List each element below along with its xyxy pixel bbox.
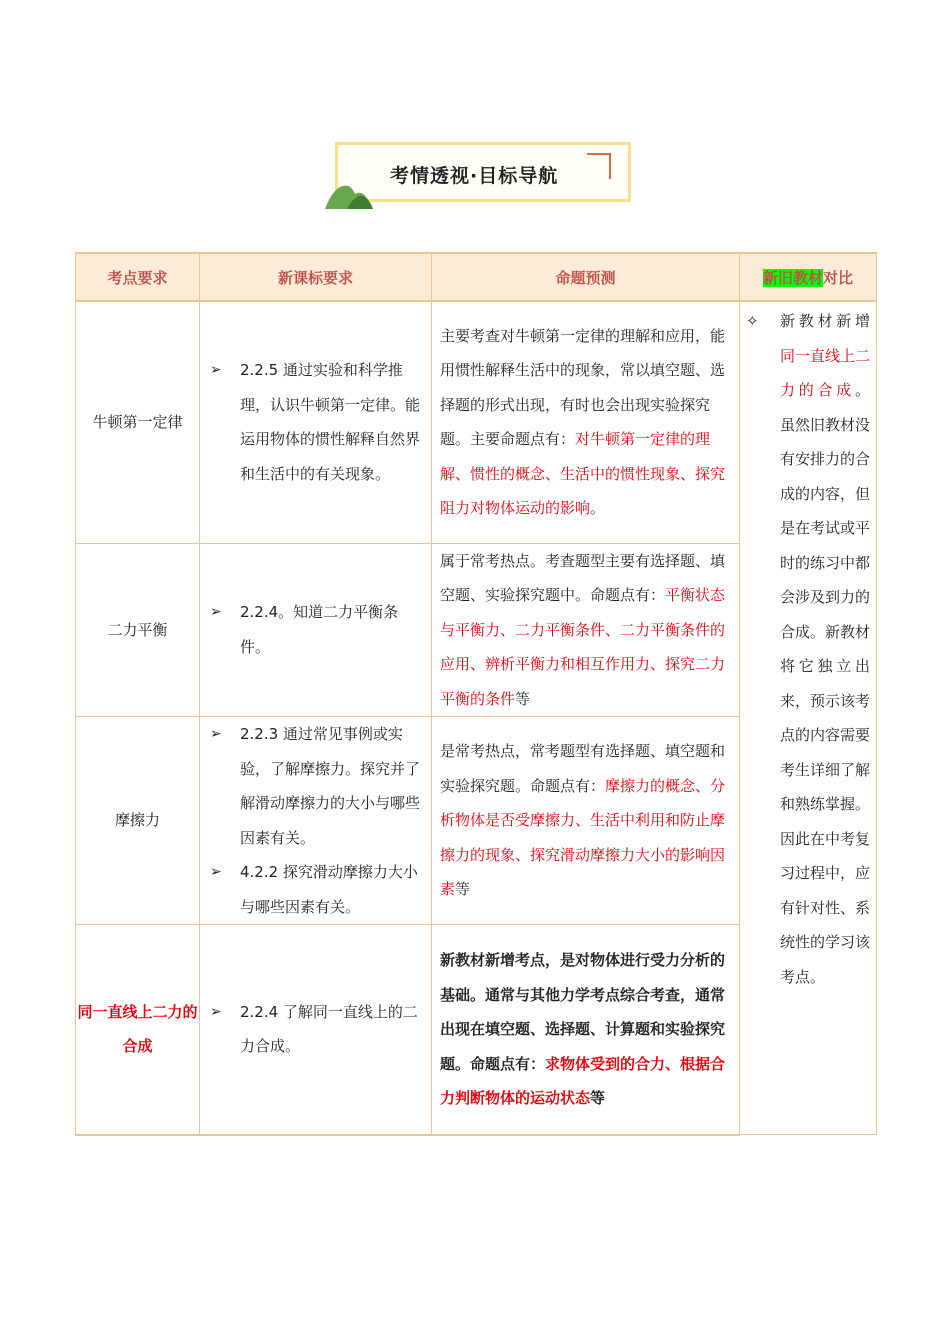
banner-corner-mark xyxy=(587,153,611,179)
banner-frame xyxy=(335,142,631,202)
diamond-bullet-icon: ✧ xyxy=(746,312,759,330)
curriculum-item: ➢ 2.2.5 通过实验和科学推理，认识牛顿第一定律。能运用物体的惯性解释自然界和生活中的有关现象。 xyxy=(210,353,423,491)
header-comparison xyxy=(740,253,877,301)
arrow-bullet-icon: ➢ xyxy=(210,726,222,742)
arrow-bullet-icon: ➢ xyxy=(210,362,222,379)
exam-point-cell: 牛顿第一定律 xyxy=(76,301,200,543)
header-curriculum: 新课标要求 xyxy=(200,253,432,301)
curriculum-cell xyxy=(200,925,432,1135)
prediction-cell: 新教材新增考点，是对物体进行受力分析的基础。通常与其他力学考点综合考查，通常出现在填空题、选择题、计算题和实验探究题。命题点有：求物体受到的合力、根据合力判断物体的运动状态等 xyxy=(432,925,740,1135)
curriculum-cell xyxy=(200,543,432,717)
mountain-icon xyxy=(325,180,375,210)
curriculum-item: ➢ 2.2.4 了解同一直线上的二力合成。 xyxy=(210,995,423,1064)
curriculum-item: ➢ 2.2.4。知道二力平衡条件。 xyxy=(210,595,423,664)
exam-point-cell: 摩擦力 xyxy=(76,717,200,925)
curriculum-item: ➢ 4.2.2 探究滑动摩擦力大小与哪些因素有关。 xyxy=(210,855,423,924)
header-comparison-highlight: 新旧教材 xyxy=(762,268,823,287)
prediction-cell: 是常考热点，常考题型有选择题、填空题和实验探究题。命题点有：摩擦力的概念、分析物体是否受摩擦力、生活中利用和防止摩擦力的现象、探究滑动摩擦力大小的影响因素等 xyxy=(432,717,740,925)
table-row xyxy=(76,301,877,543)
banner-title: 考情透视·目标导航 xyxy=(390,165,559,187)
prediction-cell: 属于常考热点。考查题型主要有选择题、填空题、实验探究题中。命题点有：平衡状态与平衡力、二力平衡条件、二力平衡条件的应用、辨析平衡力和相互作用力、探究二力平衡的条件等 xyxy=(432,543,740,717)
arrow-bullet-icon: ➢ xyxy=(210,604,222,621)
curriculum-item: ➢ 2.2.3 通过常见事例或实验，了解摩擦力。探究并了解滑动摩擦力的大小与哪些因素有关。 xyxy=(210,717,423,855)
curriculum-cell xyxy=(200,301,432,543)
header-prediction: 命题预测 xyxy=(432,253,740,301)
comparison-cell xyxy=(740,301,877,1135)
exam-point-cell: 二力平衡 xyxy=(76,543,200,717)
header-comparison-rest: 对比 xyxy=(823,268,854,287)
exam-analysis-table xyxy=(75,252,877,1136)
table-header-row xyxy=(76,253,877,301)
comparison-text: 新教材新增同一直线上二力的合成。虽然旧教材没有安排力的合成的内容，但是在考试或平时的练习中都会涉及到力的合成。新教材将它独立出来，预示该考点的内容需要考生详细了解和熟练掌握。因此在中考复习过程中，应有针对性、系统性的学习该考点。 xyxy=(780,312,871,986)
curriculum-cell xyxy=(200,717,432,925)
arrow-bullet-icon: ➢ xyxy=(210,864,222,880)
section-banner xyxy=(325,140,635,208)
exam-point-cell: 同一直线上二力的合成 xyxy=(76,925,200,1135)
header-exam-point: 考点要求 xyxy=(76,253,200,301)
prediction-cell: 主要考查对牛顿第一定律的理解和应用，能用惯性解释生活中的现象，常以填空题、选择题的形式出现，有时也会出现实验探究题。主要命题点有：对牛顿第一定律的理解、惯性的概念、生活中的惯性现象、探究阻力对物体运动的影响。 xyxy=(432,301,740,543)
arrow-bullet-icon: ➢ xyxy=(210,1003,222,1020)
